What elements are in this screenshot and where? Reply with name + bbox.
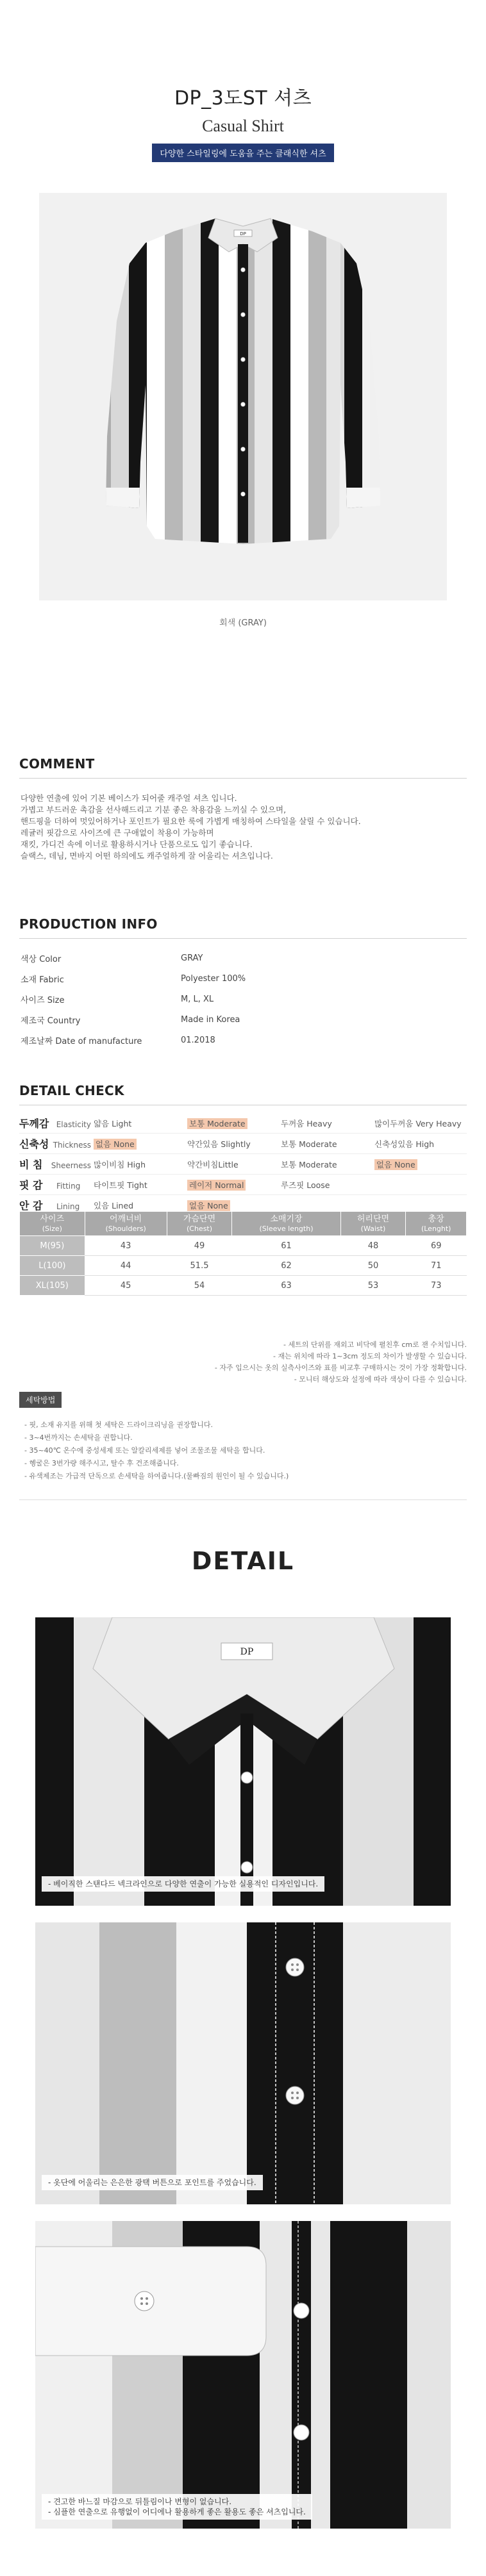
detail-caption: - 심플한 연출으로 유행없이 어디에나 활용하게 좋은 활용도 좋은 셔츠입니다.	[48, 2507, 306, 2516]
detail-check-option	[278, 1116, 372, 1130]
info-value: 01.2018	[181, 1035, 215, 1045]
detail-check-row	[19, 1154, 467, 1175]
collar-tag-text: DP	[240, 1647, 254, 1657]
header-ko: 허리단면	[356, 1214, 390, 1224]
detail-check-option-text: 없음 None	[94, 1139, 137, 1150]
info-row-color	[19, 948, 467, 968]
detail-check-label	[19, 1136, 91, 1151]
detail-image-cuffs	[35, 2221, 451, 2529]
size-table	[19, 1211, 467, 1296]
detail-check-option-text: 보통 Moderate	[281, 1159, 337, 1169]
product-header	[0, 0, 486, 162]
header-en: (Lenght)	[421, 1224, 451, 1233]
shirt-illustration	[39, 193, 447, 600]
washing-badge: 세탁방법	[19, 1392, 62, 1408]
cuff-closeup	[35, 2221, 451, 2529]
measurement-cell: 69	[406, 1236, 467, 1256]
detail-check-option	[185, 1137, 278, 1151]
info-key: 제조날짜 Date of manufacture	[21, 1036, 142, 1046]
detail-check-row	[19, 1134, 467, 1154]
size-table-header-cell	[85, 1212, 167, 1236]
detail-check-option	[372, 1204, 465, 1207]
comment-line: 가볍고 부드러운 촉감을 선사해드리고 기분 좋은 착용감을 느끼실 수 있으며,	[21, 805, 287, 814]
measurement-cell: 54	[167, 1276, 232, 1296]
divider	[19, 938, 467, 939]
size-table-header-cell	[406, 1212, 467, 1236]
detail-check-option-text: 타이트핏 Tight	[94, 1180, 147, 1190]
comment-body	[19, 793, 467, 862]
detail-check-option	[278, 1204, 372, 1207]
detail-check-section	[19, 1083, 467, 1216]
detail-check-rows	[19, 1113, 467, 1216]
header-ko: 어깨너비	[109, 1214, 142, 1224]
info-row-fabric	[19, 968, 467, 989]
size-note: - 모니터 해상도와 설정에 따라 색상이 다를 수 있습니다.	[294, 1375, 467, 1383]
detail-check-option-text: 많이비침 High	[94, 1159, 146, 1169]
size-table-header-cell	[20, 1212, 85, 1236]
washing-line: - 헹굴은 3번가량 해주시고, 탈수 후 건조해줍니다.	[24, 1459, 179, 1467]
info-row-size	[19, 989, 467, 1009]
detail-check-label-en: Thickness	[53, 1141, 91, 1150]
detail-caption-group	[42, 2494, 312, 2520]
detail-image-collar	[35, 1617, 451, 1906]
detail-check-option	[278, 1178, 372, 1192]
header-en: (Chest)	[186, 1224, 213, 1233]
detail-caption: - 견고한 바느질 마감으로 뒤틀림이나 변형이 없습니다.	[48, 2497, 232, 2506]
header-ko: 소매기장	[270, 1214, 303, 1224]
info-value: GRAY	[181, 953, 203, 963]
measurement-cell: 44	[85, 1256, 167, 1276]
detail-check-option	[185, 1157, 278, 1171]
info-key: 제조국 Country	[21, 1016, 81, 1026]
size-cell: L(100)	[20, 1256, 85, 1276]
detail-check-option	[372, 1184, 465, 1186]
detail-check-option-text: 얇음 Light	[94, 1118, 132, 1128]
detail-check-option-selected	[185, 1116, 278, 1130]
info-value: Made in Korea	[181, 1014, 240, 1025]
header-en: (Sleeve length)	[259, 1224, 314, 1233]
table-row	[20, 1276, 467, 1296]
detail-check-option-text: 없음 None	[374, 1159, 417, 1170]
product-image: DP 회색 (GRAY)	[39, 193, 447, 600]
info-key: 색상 Color	[21, 954, 62, 964]
measurement-cell: 48	[340, 1236, 406, 1256]
detail-check-option	[372, 1137, 465, 1151]
header-ko: 사이즈	[40, 1214, 65, 1224]
size-table-header-cell	[340, 1212, 406, 1236]
header-en: (Shoulders)	[105, 1224, 146, 1233]
size-note: - 자주 입으시는 옷의 실측사이즈와 표를 비교후 구매하시는 것이 가장 정확합니다.	[214, 1364, 467, 1372]
detail-check-label-ko: 두께감	[19, 1118, 49, 1130]
measurement-cell: 53	[340, 1276, 406, 1296]
size-cell: M(95)	[20, 1236, 85, 1256]
washing-line: - 3~4번까지는 손세탁을 권합니다.	[24, 1433, 133, 1442]
info-key: 소재 Fabric	[21, 975, 64, 985]
detail-title: DETAIL	[191, 1547, 295, 1575]
detail-check-option-text: 두꺼움 Heavy	[281, 1118, 332, 1128]
washing-line: - 유색제조는 가급적 단독으로 손세탁을 하여줍니다.(물빠짐의 원인이 될 수 있습니다.)	[24, 1472, 289, 1480]
detail-check-option	[278, 1157, 372, 1171]
header-en: (Waist)	[360, 1224, 386, 1233]
product-tagline: 다양한 스타일링에 도움을 주는 클래식한 셔츠	[152, 144, 333, 162]
detail-check-option-text: 있음 Lined	[94, 1200, 134, 1210]
detail-check-label-ko: 안 감	[19, 1200, 43, 1212]
comment-line: 레귤러 핏감으로 사이즈에 큰 구애없이 착용이 가능하며	[21, 828, 214, 838]
info-value: Polyester 100%	[181, 973, 246, 984]
size-table-header-cell	[232, 1212, 340, 1236]
detail-check-option-text: 보통 Moderate	[187, 1118, 247, 1129]
detail-check-option	[91, 1157, 185, 1171]
washing-line: - 핏, 소재 유지를 위해 첫 세탁은 드라이크리닝을 권장합니다.	[24, 1421, 213, 1429]
detail-check-label-ko: 신축성	[19, 1138, 49, 1150]
detail-check-option-text: 루즈핏 Loose	[281, 1180, 330, 1190]
comment-line: 다양한 연출에 있어 기본 베이스가 되어줄 캐주얼 셔츠 입니다.	[21, 793, 237, 803]
detail-check-option-text: 없음 None	[187, 1200, 230, 1211]
detail-image-buttons	[35, 1922, 451, 2204]
measurement-cell: 61	[232, 1236, 340, 1256]
detail-check-row	[19, 1175, 467, 1195]
size-notes	[215, 1339, 467, 1385]
collar-closeup	[35, 1617, 451, 1906]
info-value: M, L, XL	[181, 994, 214, 1004]
product-subtitle: Casual Shirt	[202, 117, 284, 135]
header-en: (Size)	[42, 1224, 62, 1233]
detail-check-option	[278, 1137, 372, 1151]
detail-check-option-selected	[185, 1198, 278, 1212]
detail-check-title: DETAIL CHECK	[19, 1083, 124, 1098]
detail-check-label-en: Sheerness	[51, 1161, 91, 1170]
detail-check-label-en: Fitting	[56, 1182, 81, 1191]
detail-check-option-text: 많이두꺼움 Very Heavy	[374, 1118, 462, 1128]
detail-caption: - 옷단에 어울리는 은은한 광택 버튼으로 포인트를 주었습니다.	[42, 2175, 263, 2190]
comment-line: 핸드핑을 더하여 멋있어하거나 포인트가 필요한 룩에 가볍게 매칭하여 스타일을 살릴 수 있습니다.	[21, 816, 361, 826]
info-key: 사이즈 Size	[21, 995, 65, 1005]
collar-label: DP	[240, 231, 246, 236]
detail-check-option-text: 레이저 Normal	[187, 1180, 246, 1191]
header-ko: 가슴단면	[183, 1214, 216, 1224]
measurement-cell: 63	[232, 1276, 340, 1296]
divider	[19, 778, 467, 779]
measurement-cell: 45	[85, 1276, 167, 1296]
detail-check-label-en: Lining	[56, 1202, 80, 1211]
divider	[19, 1499, 467, 1500]
table-row	[20, 1256, 467, 1276]
header-ko: 총장	[428, 1214, 444, 1224]
detail-check-option-text: 약간있음 Slightly	[187, 1139, 251, 1149]
comment-line: 슬랙스, 데님, 면바지 어떤 하의에도 캐주얼하게 잘 어울리는 셔츠입니다.	[21, 851, 273, 861]
table-row	[20, 1236, 467, 1256]
measurement-cell: 71	[406, 1256, 467, 1276]
production-info-section	[19, 916, 467, 1050]
detail-check-option-selected	[185, 1178, 278, 1192]
detail-check-label	[19, 1157, 91, 1171]
info-row-country	[19, 1009, 467, 1030]
detail-check-option-text: 약간비침Little	[187, 1159, 239, 1169]
measurement-cell: 49	[167, 1236, 232, 1256]
info-row-date	[19, 1030, 467, 1050]
detail-check-label	[19, 1116, 91, 1130]
detail-check-label	[19, 1198, 91, 1212]
comment-section	[19, 756, 467, 862]
detail-check-row	[19, 1113, 467, 1134]
detail-check-label-en: Elasticity	[56, 1120, 91, 1129]
detail-check-option-selected	[91, 1137, 185, 1151]
detail-check-option	[372, 1116, 465, 1130]
detail-check-label	[19, 1177, 91, 1192]
detail-check-option-text: 보통 Moderate	[281, 1139, 337, 1149]
production-info-title: PRODUCTION INFO	[19, 916, 158, 932]
detail-check-label-ko: 핏 감	[19, 1179, 43, 1191]
washing-instructions	[24, 1419, 289, 1483]
product-name: DP_3도ST 셔츠	[174, 87, 312, 110]
detail-check-option	[91, 1178, 185, 1192]
detail-check-label-ko: 비 침	[19, 1159, 43, 1171]
size-note: - 세트의 단위를 재외고 비닥에 펼친후 cm로 잰 수치입니다.	[283, 1341, 467, 1349]
measurement-cell: 50	[340, 1256, 406, 1276]
comment-title: COMMENT	[19, 756, 95, 772]
measurement-cell: 43	[85, 1236, 167, 1256]
detail-caption: - 베이직한 스탠다드 넥크라인으로 다양한 연출이 가능한 실용적인 디자인입니다.	[42, 1876, 324, 1892]
size-table-header-cell	[167, 1212, 232, 1236]
size-note: - 재는 위치에 따라 1~3cm 정도의 차이가 발생할 수 있습니다.	[272, 1352, 467, 1360]
detail-check-option	[91, 1116, 185, 1130]
comment-line: 재킷, 가디건 속에 이너로 활용하시거나 단품으로도 입기 좋습니다.	[21, 839, 253, 849]
measurement-cell: 51.5	[167, 1256, 232, 1276]
detail-check-option-text: 신축성있음 High	[374, 1139, 435, 1149]
measurement-cell: 73	[406, 1276, 467, 1296]
detail-check-option-selected	[372, 1157, 465, 1171]
size-table-body	[20, 1236, 467, 1296]
size-table-header	[20, 1212, 467, 1236]
button-closeup	[35, 1922, 451, 2204]
washing-line: - 35~40℃ 온수에 중성세제 또는 알칼리세제를 넣어 조물조물 세탁을 합니다.	[24, 1446, 265, 1455]
size-cell: XL(105)	[20, 1276, 85, 1296]
detail-check-option	[91, 1198, 185, 1212]
measurement-cell: 62	[232, 1256, 340, 1276]
